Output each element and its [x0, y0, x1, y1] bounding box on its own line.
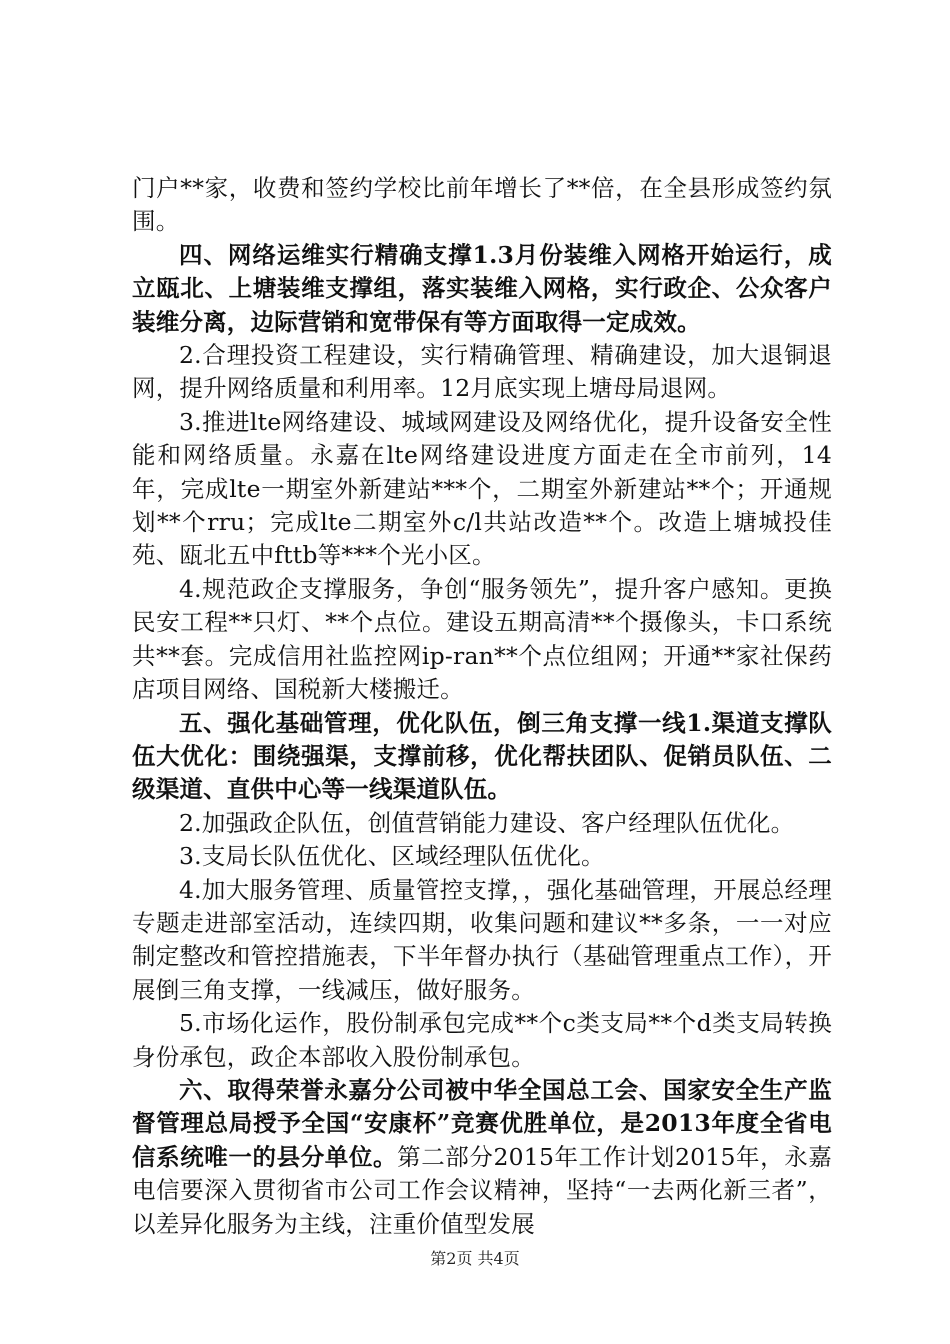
paragraph-item [132, 339, 832, 406]
paragraph-item [132, 874, 832, 1008]
document-body [132, 172, 832, 1241]
paragraph-text: 3.推进lte网络建设、城域网建设及网络优化，提升设备安全性能和网络质量。永嘉在lte网络建设进度方面走在全市前列，14年，完成lte一期室外新建站***个，二期室外新建站**个；开通规划**个rru；完成lte二期室外c/l共站改造**个。改造上塘城投佳苑、瓯北五中fttb等***个光小区。 [132, 407, 832, 570]
section-heading-basic-management [132, 707, 832, 807]
paragraph-text: 4.加大服务管理、质量管控支撑，，强化基础管理，开展总经理专题走进部室活动，连续四期，收集问题和建议**多条，一一对应制定整改和管控措施表，下半年督办执行（基础管理重点工作），开展倒三角支撑，一线减压，做好服务。 [132, 875, 832, 1004]
paragraph-text: 4.规范政企支撑服务，争创“服务领先”，提升客户感知。更换民安工程**只灯、**个点位。建设五期高清**个摄像头，卡口系统共**套。完成信用社监控网ip-ran**个点位组网；开通**家社保药店项目网络、国税新大楼搬迁。 [132, 574, 832, 704]
paragraph-text: 5.市场化运作，股份制承包完成**个c类支局**个d类支局转换身份承包，政企本部收入股份制承包。 [132, 1009, 832, 1071]
paragraph-text: 2.合理投资工程建设，实行精确管理、精确建设，加大退铜退网，提升网络质量和利用率。12月底实现上塘母局退网。 [132, 341, 832, 403]
page-number: 第2页 共4页 [430, 1249, 520, 1268]
paragraph-text: 2.加强政企队伍，创值营销能力建设、客户经理队伍优化。 [179, 808, 795, 837]
paragraph-text: 门户**家，收费和签约学校比前年增长了**倍，在全县形成签约氛围。 [132, 174, 832, 236]
paragraph-item [132, 573, 832, 707]
paragraph-item [132, 406, 832, 573]
page-footer [0, 1246, 950, 1269]
paragraph-item [132, 807, 832, 840]
paragraph-item [132, 840, 832, 873]
section-heading-network-ops [132, 239, 832, 339]
paragraph-item [132, 1007, 832, 1074]
paragraph-text-bold: 四、网络运维实行精确支撑1.3月份装维入网格开始运行，成立瓯北、上塘装维支撑组，落实装维入网格，实行政企、公众客户装维分离，边际营销和宽带保有等方面取得一定成效。 [132, 240, 832, 336]
paragraph-text-bold: 五、强化基础管理，优化队伍，倒三角支撑一线1.渠道支撑队伍大优化：围绕强渠，支撑前移，优化帮扶团队、促销员队伍、二级渠道、直供中心等一线渠道队伍。 [132, 708, 832, 804]
paragraph-text: 第二部分2015年工作计划2015年，永嘉电信要深入贯彻省市公司工作会议精神，坚持“一去两化新三者”，以差异化服务为主线，注重价值型发展 [132, 1142, 832, 1238]
paragraph-text: 3.支局长队伍优化、区域经理队伍优化。 [179, 842, 605, 871]
paragraph-continuation [132, 172, 832, 239]
paragraph-text-bold: 六、取得荣誉永嘉分公司被中华全国总工会、国家安全生产监督管理总局授予全国“安康杯”竞赛优胜单位，是2013年度全省电信系统唯一的县分单位。 [132, 1075, 832, 1171]
section-heading-honors [132, 1074, 832, 1241]
